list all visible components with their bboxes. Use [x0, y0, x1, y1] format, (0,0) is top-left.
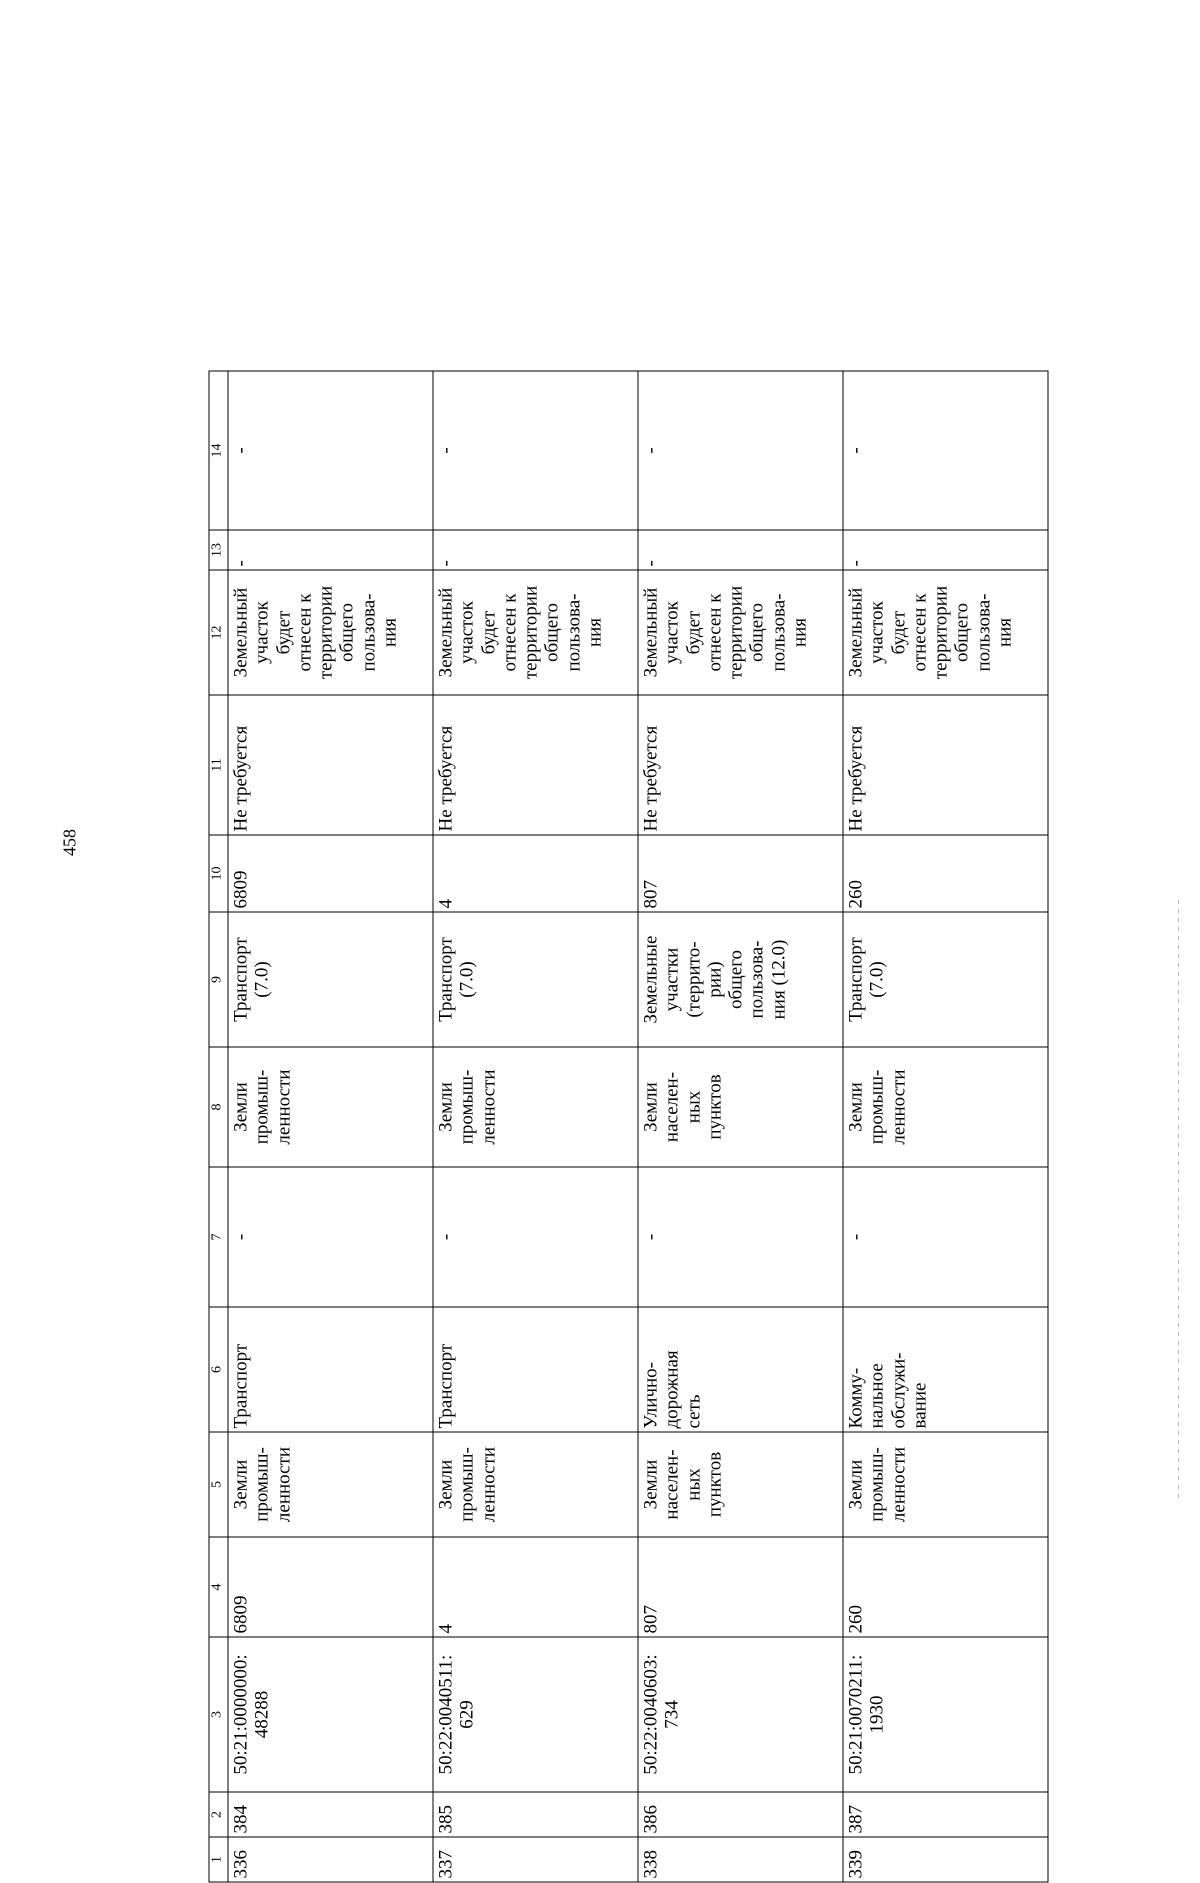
- cell-col-4: 6809: [228, 1537, 433, 1637]
- column-header-9: 9: [209, 912, 228, 1047]
- cell-col-5: Земли населен- ных пунктов: [638, 1432, 843, 1537]
- cell-col-9: Транспорт (7.0): [433, 912, 638, 1047]
- cell-col-10: 807: [638, 835, 843, 912]
- table-row: [843, 371, 1048, 1882]
- cell-col-5: Земли промыш- ленности: [228, 1432, 433, 1537]
- cell-col-3: 50:22:0040511: 629: [433, 1637, 638, 1792]
- cell-col-13: -: [843, 530, 1048, 570]
- cell-col-7: -: [228, 1167, 433, 1307]
- cell-col-14: -: [228, 371, 433, 530]
- column-header-1: 1: [209, 1837, 228, 1882]
- cell-col-4: 4: [433, 1537, 638, 1637]
- cell-col-12: Земельный участок будет отнесен к территории общего пользова- ния: [843, 570, 1048, 695]
- cell-col-9: Транспорт (7.0): [228, 912, 433, 1047]
- cell-col-9: Транспорт (7.0): [843, 912, 1048, 1047]
- cell-col-3: 50:21:0070211: 1930: [843, 1637, 1048, 1792]
- cell-col-7: -: [433, 1167, 638, 1307]
- cell-col-3: 50:21:0000000: 48288: [228, 1637, 433, 1792]
- cell-col-1: 339: [843, 1837, 1048, 1882]
- cell-col-11: Не требуется: [638, 695, 843, 835]
- column-header-8: 8: [209, 1047, 228, 1167]
- scan-artifact-line: [1178, 900, 1179, 1500]
- column-header-5: 5: [209, 1432, 228, 1537]
- cell-col-13: -: [433, 530, 638, 570]
- land-plots-table: [209, 371, 1049, 1883]
- column-header-11: 11: [209, 695, 228, 835]
- cell-col-2: 384: [228, 1792, 433, 1837]
- table-row: [433, 371, 638, 1882]
- cell-col-4: 807: [638, 1537, 843, 1637]
- cell-col-11: Не требуется: [433, 695, 638, 835]
- column-header-12: 12: [209, 570, 228, 695]
- cell-col-14: -: [638, 371, 843, 530]
- cell-col-11: Не требуется: [843, 695, 1048, 835]
- cell-col-2: 386: [638, 1792, 843, 1837]
- cell-col-10: 4: [433, 835, 638, 912]
- cell-col-14: -: [843, 371, 1048, 530]
- column-header-13: 13: [209, 530, 228, 570]
- header-row: [209, 371, 228, 1882]
- cell-col-5: Земли промыш- ленности: [843, 1432, 1048, 1537]
- cell-col-10: 260: [843, 835, 1048, 912]
- cell-col-6: Транспорт: [228, 1307, 433, 1432]
- column-header-4: 4: [209, 1537, 228, 1637]
- column-header-10: 10: [209, 835, 228, 912]
- cell-col-8: Земли промыш- ленности: [228, 1047, 433, 1167]
- cell-col-9: Земельные участки (террито- рии) общего пользова- ния (12.0): [638, 912, 843, 1047]
- cell-col-14: -: [433, 371, 638, 530]
- cell-col-7: -: [638, 1167, 843, 1307]
- cell-col-2: 385: [433, 1792, 638, 1837]
- cell-col-12: Земельный участок будет отнесен к территории общего пользова- ния: [228, 570, 433, 695]
- cell-col-6: Комму- нальное обслужи- вание: [843, 1307, 1048, 1432]
- cell-col-1: 336: [228, 1837, 433, 1882]
- cell-col-10: 6809: [228, 835, 433, 912]
- cell-col-8: Земли промыш- ленности: [843, 1047, 1048, 1167]
- cell-col-7: -: [843, 1167, 1048, 1307]
- cell-col-3: 50:22:0040603: 734: [638, 1637, 843, 1792]
- cell-col-5: Земли промыш- ленности: [433, 1432, 638, 1537]
- cell-col-1: 337: [433, 1837, 638, 1882]
- column-header-3: 3: [209, 1637, 228, 1792]
- cell-col-11: Не требуется: [228, 695, 433, 835]
- cell-col-1: 338: [638, 1837, 843, 1882]
- cell-col-2: 387: [843, 1792, 1048, 1837]
- cell-col-13: -: [228, 530, 433, 570]
- cell-col-6: Транспорт: [433, 1307, 638, 1432]
- column-header-14: 14: [209, 371, 228, 530]
- column-header-7: 7: [209, 1167, 228, 1307]
- cell-col-8: Земли населен- ных пунктов: [638, 1047, 843, 1167]
- column-header-2: 2: [209, 1792, 228, 1837]
- rotated-table-container: [209, 372, 1049, 1883]
- column-header-6: 6: [209, 1307, 228, 1432]
- table-row: [228, 371, 433, 1882]
- cell-col-12: Земельный участок будет отнесен к территории общего пользова- ния: [638, 570, 843, 695]
- table-body: [228, 371, 1048, 1882]
- table-row: [638, 371, 843, 1882]
- cell-col-4: 260: [843, 1537, 1048, 1637]
- cell-col-8: Земли промыш- ленности: [433, 1047, 638, 1167]
- cell-col-6: Улично- дорожная сеть: [638, 1307, 843, 1432]
- cell-col-13: -: [638, 530, 843, 570]
- cell-col-12: Земельный участок будет отнесен к территории общего пользова- ния: [433, 570, 638, 695]
- page-number: 458: [59, 829, 80, 856]
